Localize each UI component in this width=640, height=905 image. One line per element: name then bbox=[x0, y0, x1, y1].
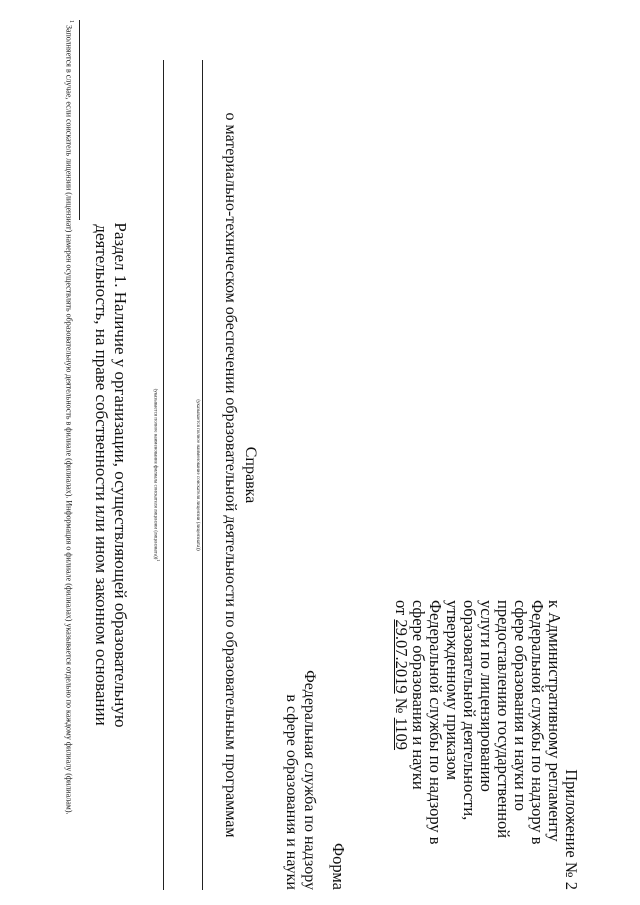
annex-line: Федеральной службы по надзору в bbox=[426, 600, 445, 845]
footnote-marker: 1 bbox=[68, 20, 74, 23]
applicant-name-line bbox=[202, 60, 203, 890]
annex-line: услуги по лицензированию bbox=[477, 600, 496, 792]
footnote bbox=[64, 20, 75, 890]
section-heading bbox=[92, 60, 130, 890]
agency-line: в сфере образования и науки bbox=[283, 694, 300, 890]
applicant-name-caption: (указывается полное наименование соискателя лицензии (лицензиата)) bbox=[195, 399, 200, 551]
order-number-label: № bbox=[392, 697, 411, 714]
order-prefix: от bbox=[392, 600, 411, 616]
footnote-reference: 1 bbox=[156, 559, 161, 562]
branch-name-line bbox=[163, 60, 164, 890]
annex-line: предоставлению государственной bbox=[494, 600, 513, 839]
order-reference bbox=[393, 600, 410, 890]
annex-line: к Административному регламенту bbox=[545, 600, 564, 842]
branch-caption-text: (указывается полное наименование филиала соискателя лицензии (лицензиата)) bbox=[152, 388, 158, 560]
section-heading-line: Раздел 1. Наличие у организации, осуществляющей образовательную bbox=[111, 222, 130, 728]
agency-line: Федеральная служба по надзору bbox=[301, 670, 318, 890]
recipient-agency bbox=[282, 560, 318, 890]
annex-line: Федеральной службы по надзору в bbox=[528, 600, 547, 845]
footnote-divider bbox=[79, 20, 80, 220]
document-title bbox=[220, 60, 260, 890]
form-label: Форма bbox=[329, 843, 348, 890]
footnote-text: Заполняется в случае, если соискатель лицензии (лицензиат) намерен осуществлять образовательную деятельность в филиале (филиалах). Информация о филиале (филиалах) указывается отдельно по каждому филиалу (филиалам). bbox=[64, 25, 74, 815]
annex-line: образовательной деятельности, bbox=[460, 600, 479, 821]
branch-name-caption bbox=[151, 60, 161, 890]
annex-line: сфере образования и науки по bbox=[511, 600, 530, 811]
order-number: 1109 bbox=[392, 717, 411, 751]
title-heading: Справка bbox=[242, 446, 259, 504]
annex-line: сфере образования и науки bbox=[409, 600, 428, 790]
annex-block bbox=[393, 600, 580, 890]
annex-number: Приложение № 2 bbox=[562, 769, 581, 890]
section-heading-line: деятельность, на праве собственности или ином законном основании bbox=[92, 224, 111, 726]
annex-line: утвержденному приказом bbox=[443, 600, 462, 781]
order-date: 29.07.2019 bbox=[392, 619, 411, 694]
title-subheading: о материально-техническом обеспечении образовательной деятельности по образовательным программам bbox=[222, 112, 239, 838]
